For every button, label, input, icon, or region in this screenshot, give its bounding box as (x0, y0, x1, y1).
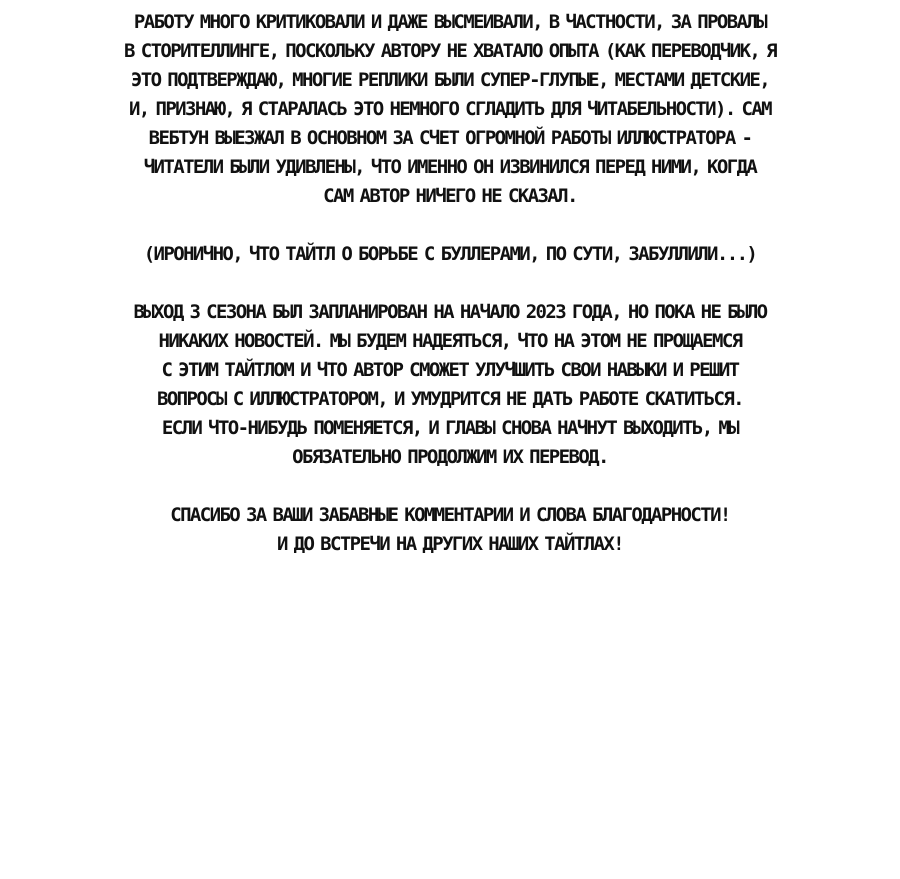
text-line: САМ АВТОР НИЧЕГО НЕ СКАЗАЛ. (323, 185, 577, 207)
text-line: И ДО ВСТРЕЧИ НА ДРУГИХ НАШИХ ТАЙТЛАХ! (276, 533, 624, 555)
paragraph-spacer (0, 269, 900, 298)
paragraph-thanks (0, 501, 900, 559)
text-line: ЧИТАТЕЛИ БЫЛИ УДИВЛЕНЫ, ЧТО ИМЕННО ОН ИЗВИНИЛСЯ ПЕРЕД НИМИ, КОГДА (143, 156, 757, 178)
text-line: (ИРОНИЧНО, ЧТО ТАЙТЛ О БОРЬБЕ С БУЛЛЕРАМИ, ПО СУТИ, ЗАБУЛЛИЛИ...) (143, 243, 757, 265)
text-line: С ЭТИМ ТАЙТЛОМ И ЧТО АВТОР СМОЖЕТ УЛУЧШИТЬ СВОИ НАВЫКИ И РЕШИТ (161, 359, 739, 381)
text-line: И, ПРИЗНАЮ, Я СТАРАЛАСЬ ЭТО НЕМНОГО СГЛАДИТЬ ДЛЯ ЧИТАБЕЛЬНОСТИ). САМ (128, 98, 772, 120)
paragraph-critique (0, 8, 900, 211)
text-line: ВЕБТУН ВЫЕЗЖАЛ В ОСНОВНОМ ЗА СЧЕТ ОГРОМНОЙ РАБОТЫ ИЛЛЮСТРАТОРА - (148, 127, 752, 149)
text-line: СПАСИБО ЗА ВАШИ ЗАБАВНЫЕ КОММЕНТАРИИ И СЛОВА БЛАГОДАРНОСТИ! (170, 504, 730, 526)
text-line: ЕСЛИ ЧТО-НИБУДЬ ПОМЕНЯЕТСЯ, И ГЛАВЫ СНОВА НАЧНУТ ВЫХОДИТЬ, МЫ (161, 417, 739, 439)
text-line: ВЫХОД 3 СЕЗОНА БЫЛ ЗАПЛАНИРОВАН НА НАЧАЛО 2023 ГОДА, НО ПОКА НЕ БЫЛО (133, 301, 767, 323)
text-line: ЭТО ПОДТВЕРЖДАЮ, МНОГИЕ РЕПЛИКИ БЫЛИ СУПЕР-ГЛУПЫЕ, МЕСТАМИ ДЕТСКИЕ, (130, 69, 770, 91)
text-line: ОБЯЗАТЕЛЬНО ПРОДОЛЖИМ ИХ ПЕРЕВОД. (292, 446, 608, 468)
text-line: НИКАКИХ НОВОСТЕЙ. МЫ БУДЕМ НАДЕЯТЬСЯ, ЧТО НА ЭТОМ НЕ ПРОЩАЕМСЯ (158, 330, 742, 352)
paragraph-spacer (0, 472, 900, 501)
translator-note (0, 8, 900, 559)
text-line: В СТОРИТЕЛЛИНГЕ, ПОСКОЛЬКУ АВТОРУ НЕ ХВАТАЛО ОПЫТА (КАК ПЕРЕВОДЧИК, Я (124, 40, 776, 62)
paragraph-spacer (0, 211, 900, 240)
text-line: ВОПРОСЫ С ИЛЛЮСТРАТОРОМ, И УМУДРИТСЯ НЕ ДАТЬ РАБОТЕ СКАТИТЬСЯ. (156, 388, 744, 410)
text-line: РАБОТУ МНОГО КРИТИКОВАЛИ И ДАЖЕ ВЫСМЕИВАЛИ, В ЧАСТНОСТИ, ЗА ПРОВАЛЫ (133, 11, 767, 33)
paragraph-season-3 (0, 298, 900, 472)
paragraph-irony (0, 240, 900, 269)
